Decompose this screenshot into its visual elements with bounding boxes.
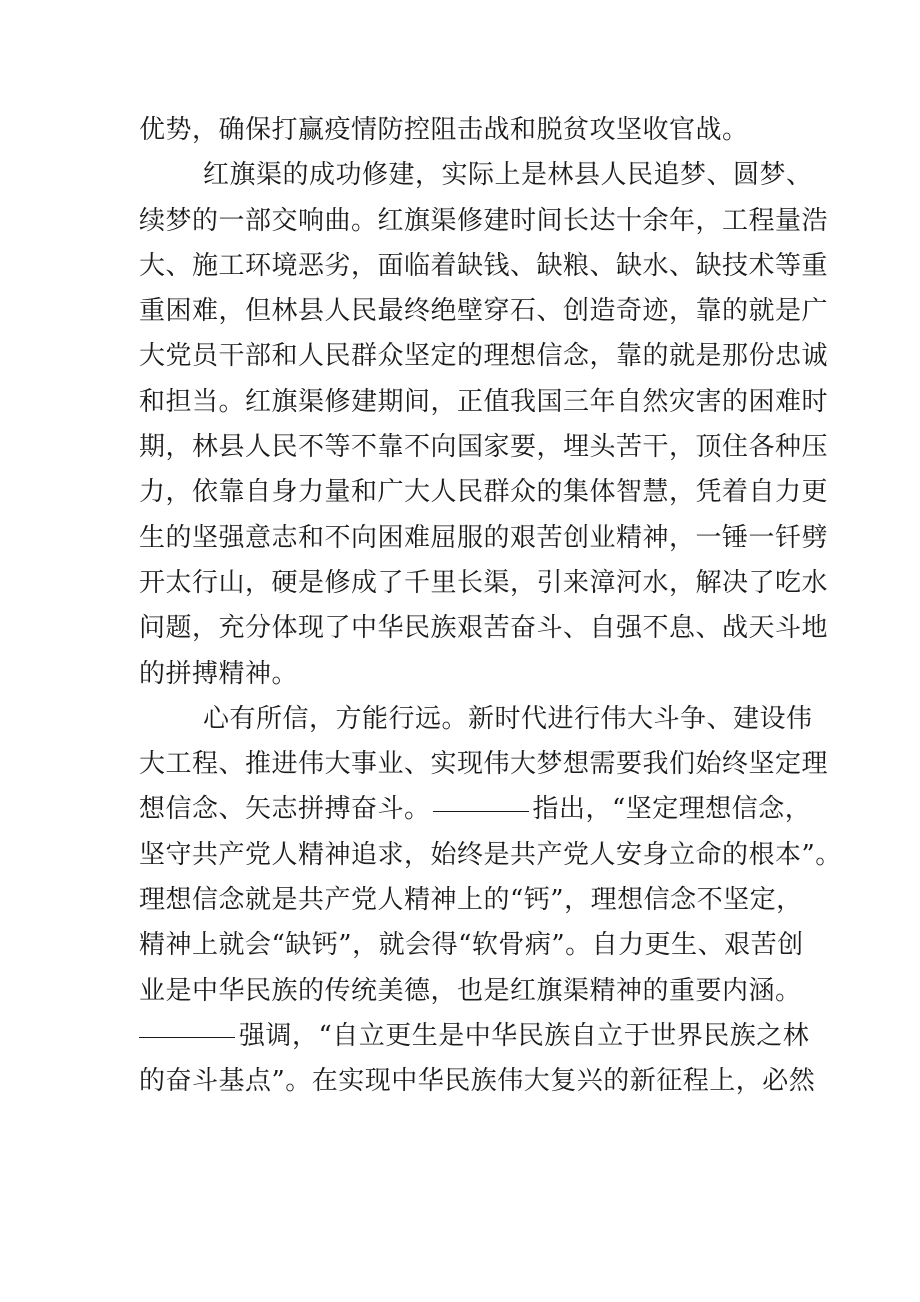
paragraph-2-line-10: 开太行山，硬是修成了千里长渠，引来漳河水，解决了吃水 [139, 567, 829, 598]
paragraph-3-line-8-text: 强调，“自立更生是中华民族自立于世界民族之林 [239, 1020, 810, 1051]
paragraph-3-line-9: 的奋斗基点”。在实现中华民族伟大复兴的新征程上，必然 [139, 1066, 816, 1097]
paragraph-3-line-3 [139, 787, 812, 832]
paragraph-2-line-9: 生的坚强意志和不向困难屈服的艰苦创业精神，一锤一钎劈 [139, 522, 829, 553]
paragraph-3-line-3-head: 想信念、矢志拼搏奋斗。 [139, 794, 431, 825]
blank-underline [139, 1036, 235, 1038]
paragraph-2-line-1: 红旗渠的成功修建，实际上是林县人民追梦、圆梦、 [203, 160, 813, 191]
document-body [139, 108, 842, 1105]
paragraph-3-line-2: 大工程、推进伟大事业、实现伟大梦想需要我们始终坚定理 [139, 749, 829, 780]
paragraph-2-line-2: 续梦的一部交响曲。红旗渠修建时间长达十余年，工程量浩 [139, 205, 829, 236]
paragraph-2-line-5: 大党员干部和人民群众坚定的理想信念，靠的就是那份忠诚 [139, 341, 829, 372]
paragraph-3-line-1: 心有所信，方能行远。新时代进行伟大斗争、建设伟 [203, 703, 813, 734]
paragraph-2-line-4: 重困难，但林县人民最终绝壁穿石、创造奇迹，靠的就是广 [139, 296, 829, 327]
paragraph-2-line-11: 问题，充分体现了中华民族艰苦奋斗、自强不息、战天斗地 [139, 613, 829, 644]
paragraph-3-line-6: 精神上就会“缺钙”，就会得“软骨病”。自力更生、艰苦创 [139, 930, 804, 961]
paragraph-2-line-12: 的拼搏精神。 [139, 658, 299, 689]
paragraph-2-line-6: 和担当。红旗渠修建期间，正值我国三年自然灾害的困难时 [139, 386, 829, 417]
paragraph-3-line-3-tail: 指出，“坚定理想信念， [532, 794, 812, 825]
paragraph-2-line-8: 力，依靠自身力量和广大人民群众的集体智慧，凭着自力更 [139, 477, 829, 508]
paragraph-1-line-1: 优势，确保打赢疫情防控阻击战和脱贫攻坚收官战。 [139, 115, 749, 145]
paragraph-3-line-7: 业是中华民族的传统美德，也是红旗渠精神的重要内涵。 [139, 975, 802, 1006]
paragraph-3-line-8 [139, 1014, 810, 1059]
paragraph-2-line-3: 大、施工环境恶劣，面临着缺钱、缺粮、缺水、缺技术等重 [139, 250, 829, 281]
paragraph-3-line-5: 理想信念就是共产党人精神上的“钙”，理想信念不坚定， [139, 885, 803, 916]
paragraph-2-line-7: 期，林县人民不等不靠不向国家要，埋头苦干，顶住各种压 [139, 432, 829, 463]
blank-underline [433, 810, 529, 812]
paragraph-3-line-4: 坚守共产党人精神追求，始终是共产党人安身立命的根本”。 [139, 839, 842, 870]
